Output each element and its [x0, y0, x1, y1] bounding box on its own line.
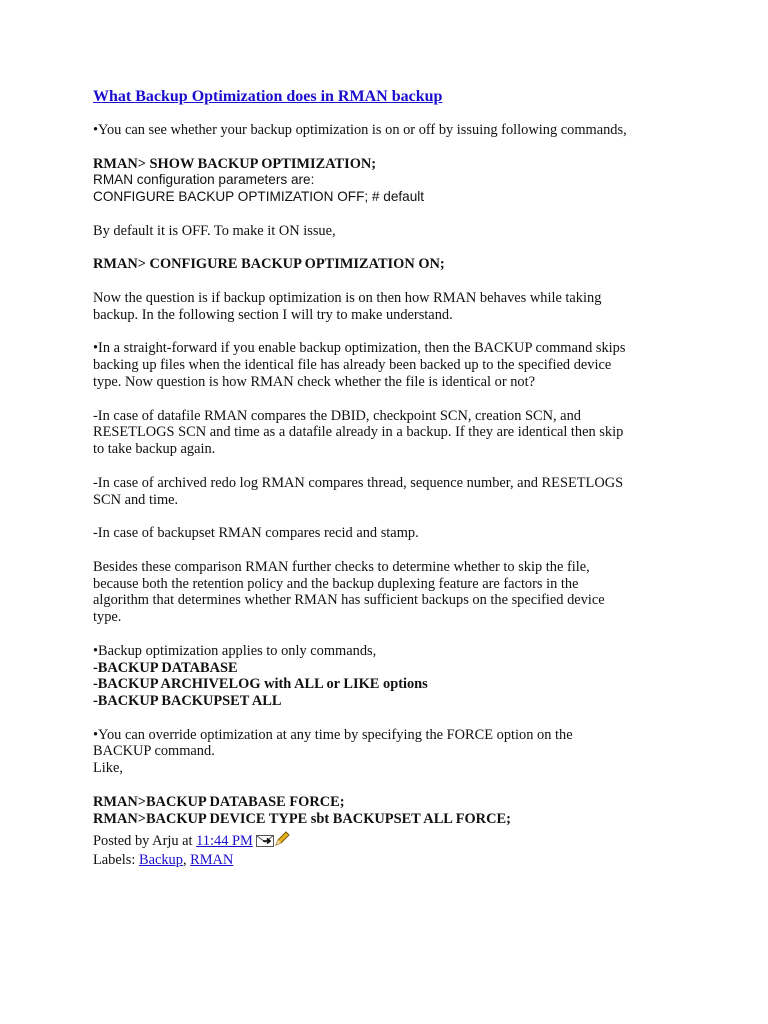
blank-line — [93, 508, 713, 525]
text-line: •You can override optimization at any time by specifying the FORCE option on the — [93, 726, 573, 743]
email-post-icon[interactable] — [256, 835, 274, 852]
text-line: -BACKUP ARCHIVELOG with ALL or LIKE options — [93, 676, 428, 693]
text-line: backing up files when the identical file has already been backed up to the specified device — [93, 357, 612, 374]
label-link-rman[interactable]: RMAN — [190, 852, 234, 868]
text-line: RESETLOGS SCN and time as a datafile already in a backup. If they are identical then skip — [93, 424, 624, 441]
post-labels — [93, 852, 290, 869]
text-line: -In case of datafile RMAN compares the DBID, checkpoint SCN, creation SCN, and — [93, 407, 581, 424]
text-line: Now the question is if backup optimization is on then how RMAN behaves while taking — [93, 289, 602, 306]
labels-prefix: Labels: — [93, 852, 139, 868]
blank-line — [93, 458, 713, 475]
text-line: algorithm that determines whether RMAN has sufficient backups on the specified device — [93, 592, 605, 609]
text-line: RMAN> SHOW BACKUP OPTIMIZATION; — [93, 155, 377, 172]
text-line: SCN and time. — [93, 491, 179, 508]
text-line: •You can see whether your backup optimization is on or off by issuing following commands, — [93, 122, 627, 138]
text-line: RMAN> CONFIGURE BACKUP OPTIMIZATION ON; — [93, 256, 445, 273]
label-link-backup[interactable]: Backup — [138, 852, 183, 868]
text-line: RMAN configuration parameters are: — [93, 172, 315, 188]
text-line: •In a straight-forward if you enable backup optimization, then the BACKUP command skips — [93, 340, 626, 357]
text-line: RMAN>BACKUP DEVICE TYPE sbt BACKUPSET ALL FORCE; — [93, 810, 511, 827]
text-line: -BACKUP BACKUPSET ALL — [93, 693, 282, 710]
text-line: Besides these comparison RMAN further checks to determine whether to skip the file, — [93, 558, 590, 575]
post-footer — [93, 831, 290, 869]
blank-line — [93, 626, 713, 643]
text-line: to take backup again. — [93, 441, 216, 458]
blank-line — [93, 206, 713, 223]
post-time-link[interactable]: 11:44 PM — [196, 833, 253, 849]
text-line: because both the retention policy and the backup duplexing feature are factors in the — [93, 575, 579, 592]
text-line: backup. In the following section I will try to make understand. — [93, 306, 453, 323]
post-body — [93, 122, 713, 827]
posted-by-text: Posted by Arju at — [93, 833, 197, 849]
blank-line — [93, 324, 713, 341]
text-line: •Backup optimization applies to only commands, — [93, 642, 377, 659]
text-line: type. Now question is how RMAN check whether the file is identical or not? — [93, 373, 536, 390]
text-line: CONFIGURE BACKUP OPTIMIZATION OFF; # default — [93, 189, 425, 205]
text-line: -In case of backupset RMAN compares recid and stamp. — [93, 525, 419, 542]
post-title-link[interactable]: What Backup Optimization does in RMAN backup — [93, 88, 443, 105]
blank-line — [93, 777, 713, 794]
text-line: type. — [93, 609, 122, 626]
blank-line — [93, 710, 713, 727]
blank-line — [93, 139, 713, 156]
edit-pencil-icon[interactable] — [274, 831, 290, 852]
blank-line — [93, 273, 713, 290]
blank-line — [93, 240, 713, 257]
label-separator: , — [182, 852, 191, 868]
text-line: BACKUP command. — [93, 743, 215, 760]
text-line: -In case of archived redo log RMAN compares thread, sequence number, and RESETLOGS — [93, 474, 624, 491]
blank-line — [93, 542, 713, 559]
post-meta — [93, 831, 290, 852]
text-line: By default it is OFF. To make it ON issue, — [93, 222, 336, 239]
text-line: RMAN>BACKUP DATABASE FORCE; — [93, 793, 345, 810]
text-line: Like, — [93, 760, 123, 777]
blank-line — [93, 391, 713, 408]
text-line: -BACKUP DATABASE — [93, 659, 238, 676]
